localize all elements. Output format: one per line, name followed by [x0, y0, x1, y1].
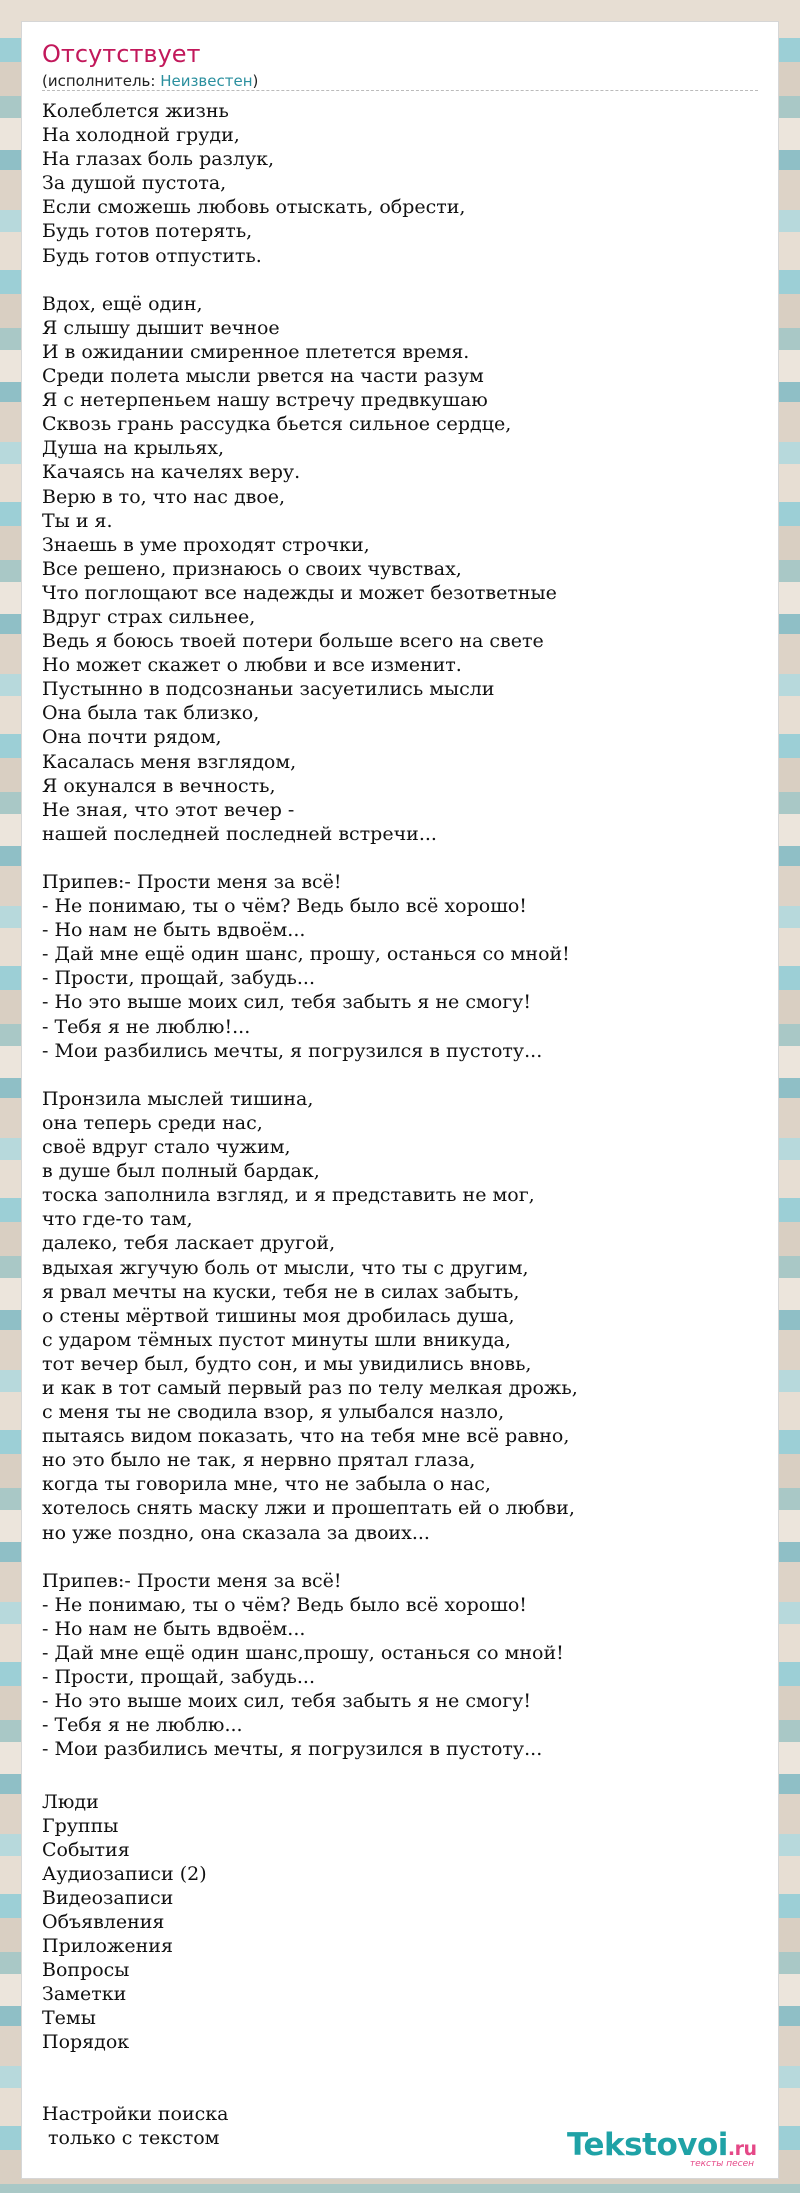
lyrics-line: Знаешь в уме проходят строчки,	[42, 533, 370, 556]
nav-item[interactable]: Аудиозаписи (2)	[42, 1863, 207, 1885]
lyrics-line: Будь готов потерять,	[42, 220, 253, 243]
title-divider	[42, 90, 758, 91]
lyrics-line: - Но нам не быть вдвоём...	[42, 1617, 306, 1640]
logo-tagline: тексты песен	[689, 2159, 754, 2169]
lyrics-line: - Тебя я не люблю...	[42, 1714, 243, 1737]
lyrics-line: - Мои разбились мечты, я погрузился в пустоту...	[42, 1039, 543, 1062]
lyrics-line: Я слышу дышит вечное	[42, 316, 280, 339]
lyrics-line: с ударом тёмных пустот минуты шли вникуда,	[42, 1328, 511, 1351]
lyrics-line: Сквозь грань рассудка бьется сильное сердце,	[42, 413, 512, 436]
lyrics-line: Припев:- Прости меня за всё!	[42, 871, 342, 893]
logo-name: Tekstovoi	[567, 2127, 728, 2163]
lyrics-text	[42, 99, 758, 1786]
lyrics-line: нашей последней последней встречи...	[42, 822, 437, 845]
site-logo[interactable]	[567, 2127, 772, 2171]
lyrics-line: Она почти рядом,	[42, 726, 222, 749]
lyrics-line: в душе был полный бардак,	[42, 1160, 320, 1183]
lyrics-line: вдыхая жгучую боль от мысли, что ты с другим,	[42, 1256, 529, 1279]
lyrics-line: тот вечер был, будто сон, и мы увидились вновь,	[42, 1352, 532, 1375]
lyrics-line: Пустынно в подсознаньи засуетились мысли	[42, 678, 495, 701]
lyrics-line: что где-то там,	[42, 1208, 193, 1231]
lyrics-stanza	[42, 870, 758, 1063]
lyrics-card	[22, 22, 778, 2178]
lyrics-line: тоска заполнила взгляд, и я представить не мог,	[42, 1184, 535, 1207]
category-nav	[42, 1790, 442, 2054]
nav-item[interactable]: Темы	[42, 2007, 96, 2029]
lyrics-line: - Прости, прощай, забудь...	[42, 1666, 315, 1689]
lyrics-line: Но может скажет о любви и все изменит.	[42, 654, 462, 677]
lyrics-line: Ведь я боюсь твоей потери больше всего на свете	[42, 630, 544, 653]
lyrics-line: хотелось снять маску лжи и прошептать ей о любви,	[42, 1497, 575, 1520]
lyrics-line: Вдруг страх сильнее,	[42, 605, 256, 628]
lyrics-line: я рвал мечты на куски, тебя не в силах забыть,	[42, 1280, 520, 1303]
lyrics-stanza	[42, 1087, 758, 1545]
lyrics-line: своё вдруг стало чужим,	[42, 1136, 291, 1159]
lyrics-line: - Не понимаю, ты о чём? Ведь было всё хорошо!	[42, 895, 527, 918]
lyrics-line: - Но это выше моих сил, тебя забыть я не смогу!	[42, 991, 531, 1014]
lyrics-line: За душой пустота,	[42, 172, 227, 195]
nav-item[interactable]: Вопросы	[42, 1959, 130, 1981]
lyrics-line: Душа на крыльях,	[42, 437, 225, 460]
search-settings	[42, 2102, 442, 2150]
lyrics-line: - Тебя я не люблю!...	[42, 1015, 251, 1038]
lyrics-line: На глазах боль разлук,	[42, 148, 275, 171]
song-title: Отсутствует	[42, 40, 201, 68]
lyrics-line: Припев:- Прости меня за всё!	[42, 1569, 342, 1592]
nav-item[interactable]: Порядок	[42, 2031, 130, 2053]
lyrics-line: Я с нетерпеньем нашу встречу предвкушаю	[42, 389, 488, 412]
lyrics-stanza	[42, 292, 758, 846]
lyrics-stanza	[42, 1569, 758, 1762]
artist-line	[42, 72, 258, 90]
lyrics-line: Качаясь на качелях веру.	[42, 461, 301, 484]
lyrics-stanza	[42, 99, 758, 268]
artist-suffix: )	[252, 72, 259, 90]
lyrics-line: Не зная, что этот вечер -	[42, 798, 295, 821]
logo-tld: .ru	[727, 2138, 757, 2160]
lyrics-line: Она была так близко,	[42, 702, 260, 725]
lyrics-line: она теперь среди нас,	[42, 1111, 263, 1134]
lyrics-line: И в ожидании смиренное плетется время.	[42, 340, 470, 363]
search-settings-link[interactable]: Настройки поиска	[42, 2103, 229, 2125]
text-only-option[interactable]: только с текстом	[42, 2127, 220, 2149]
lyrics-line: Что поглощают все надежды и может безответные	[42, 581, 557, 604]
lyrics-line: - Мои разбились мечты, я погрузился в пустоту...	[42, 1738, 543, 1761]
lyrics-line: Будь готов отпустить.	[42, 244, 262, 267]
lyrics-line: - Прости, прощай, забудь...	[42, 967, 315, 990]
lyrics-line: Пронзила мыслей тишина,	[42, 1087, 314, 1110]
lyrics-line: Вдох, ещё один,	[42, 292, 203, 315]
lyrics-line: далеко, тебя ласкает другой,	[42, 1232, 336, 1255]
lyrics-line: Если сможешь любовь отыскать, обрести,	[42, 196, 466, 219]
nav-item[interactable]: Группы	[42, 1815, 119, 1837]
nav-item[interactable]: События	[42, 1839, 130, 1861]
lyrics-line: Я окунался в вечность,	[42, 774, 276, 797]
lyrics-line: Колеблется жизнь	[42, 100, 229, 122]
lyrics-line: - Но это выше моих сил, тебя забыть я не смогу!	[42, 1690, 531, 1713]
lyrics-line: но уже поздно, она сказала за двоих...	[42, 1521, 430, 1544]
nav-item[interactable]: Люди	[42, 1791, 99, 1813]
lyrics-line: с меня ты не сводила взор, я улыбался назло,	[42, 1401, 505, 1424]
lyrics-line: Ты и я.	[42, 509, 113, 532]
lyrics-line: и как в тот самый первый раз по телу мелкая дрожь,	[42, 1376, 578, 1399]
lyrics-line: - Не понимаю, ты о чём? Ведь было всё хорошо!	[42, 1593, 527, 1616]
nav-item[interactable]: Заметки	[42, 1983, 127, 2005]
nav-item[interactable]: Объявления	[42, 1911, 165, 1933]
lyrics-line: - Дай мне ещё один шанс, прошу, останься со мной!	[42, 943, 570, 966]
lyrics-line: когда ты говорила мне, что не забыла о нас,	[42, 1473, 491, 1496]
lyrics-line: На холодной груди,	[42, 124, 240, 147]
lyrics-line: о стены мёртвой тишины моя дробилась душа,	[42, 1304, 515, 1327]
nav-item[interactable]: Приложения	[42, 1935, 173, 1957]
lyrics-line: Касалась меня взглядом,	[42, 750, 297, 773]
lyrics-line: Среди полета мысли рвется на части разум	[42, 365, 484, 388]
artist-link[interactable]: Неизвестен	[160, 72, 253, 90]
lyrics-line: но это было не так, я нервно прятал глаза,	[42, 1449, 476, 1472]
artist-prefix: (исполнитель:	[42, 72, 161, 90]
lyrics-line: Верю в то, что нас двое,	[42, 485, 286, 508]
lyrics-line: Все решено, признаюсь о своих чувствах,	[42, 557, 462, 580]
lyrics-line: - Дай мне ещё один шанс,прошу, останься со мной!	[42, 1642, 564, 1664]
nav-item[interactable]: Видеозаписи	[42, 1887, 174, 1909]
lyrics-line: пытаясь видом показать, что на тебя мне всё равно,	[42, 1425, 570, 1448]
lyrics-line: - Но нам не быть вдвоём...	[42, 919, 306, 942]
